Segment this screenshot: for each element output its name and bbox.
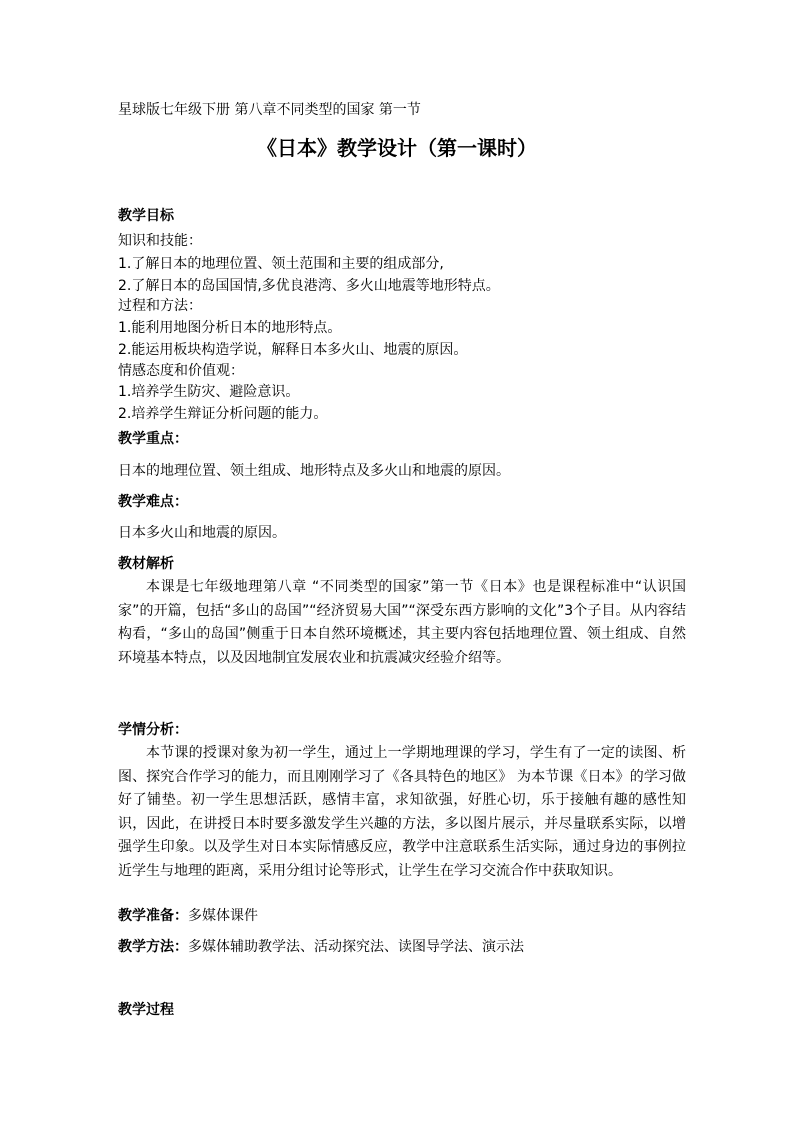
difficulties-heading: 教学难点： — [118, 494, 188, 510]
learner-analysis-text: 本节课的授课对象为初一学生，通过上一学期地理课的学习，学生有了一定的读图、析图、探究合作学习的能力，而且刚刚学习了《各具特色的地区》 为本节课《日本》的学习做好了铺垫。初一学生思想活跃，感情丰富，求知欲强，好胜心切，乐于接触有趣的感性知识，因此，在讲授日本时要多激发学生兴趣的方法，多以图片展示，并尽量联系实际，以增强学生印象。以及学生对日本实际情感反应，教学中注意联系生活实际，通过身边的事例拉近学生与地理的距离，采用分组讨论等形式，让学生在学习交流合作中获取知识。 — [118, 745, 686, 879]
key-points-text: 日本的地理位置、领土组成、地形特点及多火山和地震的原因。 — [118, 463, 510, 479]
learner-analysis-heading: 学情分析： — [118, 722, 188, 738]
process-heading: 教学过程 — [118, 1002, 174, 1018]
emotion-item: 1.培养学生防灾、避险意识。 — [118, 384, 300, 400]
emotion-label: 情感态度和价值观： — [118, 363, 244, 379]
methods-label: 教学方法： — [118, 939, 188, 955]
emotion-item: 2.培养学生辩证分析问题的能力。 — [118, 406, 328, 422]
textbook-analysis-text: 本课是七年级地理第八章 “不同类型的国家”第一节《日本》也是课程标准中“认识国家”的开篇，包括“多山的岛国”“经济贸易大国”“深受东西方影响的文化”3个子目。从内容结构看，“多山的岛国”侧重于日本自然环境概述，其主要内容包括地理位置、领土组成、自然环境基本特点，以及因地制宜发展农业和抗震减灾经验介绍等。 — [118, 579, 686, 666]
objectives-heading: 教学目标 — [118, 208, 174, 224]
process-label: 过程和方法： — [118, 298, 202, 314]
preparation-label: 教学准备： — [118, 908, 188, 924]
knowledge-item: 2.了解日本的岛国国情,多优良港湾、多火山地震等地形特点。 — [118, 278, 500, 294]
preparation-line — [118, 907, 258, 925]
knowledge-label: 知识和技能： — [118, 233, 202, 249]
textbook-analysis-heading: 教材解析 — [118, 556, 174, 572]
process-item: 1.能利用地图分析日本的地形特点。 — [118, 320, 342, 336]
difficulties-text: 日本多火山和地震的原因。 — [118, 525, 286, 541]
textbook-analysis-paragraph — [118, 576, 686, 670]
key-points-heading: 教学重点： — [118, 431, 188, 447]
methods-text: 多媒体辅助教学法、活动探究法、读图导学法、演示法 — [188, 939, 524, 955]
process-item: 2.能运用板块构造学说，解释日本多火山、地震的原因。 — [118, 342, 468, 358]
methods-line — [118, 938, 524, 956]
page-title: 《日本》教学设计（第一课时） — [257, 136, 537, 160]
knowledge-item: 1.了解日本的地理位置、领土范围和主要的组成部分, — [118, 256, 444, 272]
preparation-text: 多媒体课件 — [188, 908, 258, 924]
learner-analysis-paragraph — [118, 742, 686, 883]
series-line: 星球版七年级下册 第八章不同类型的国家 第一节 — [118, 102, 421, 118]
